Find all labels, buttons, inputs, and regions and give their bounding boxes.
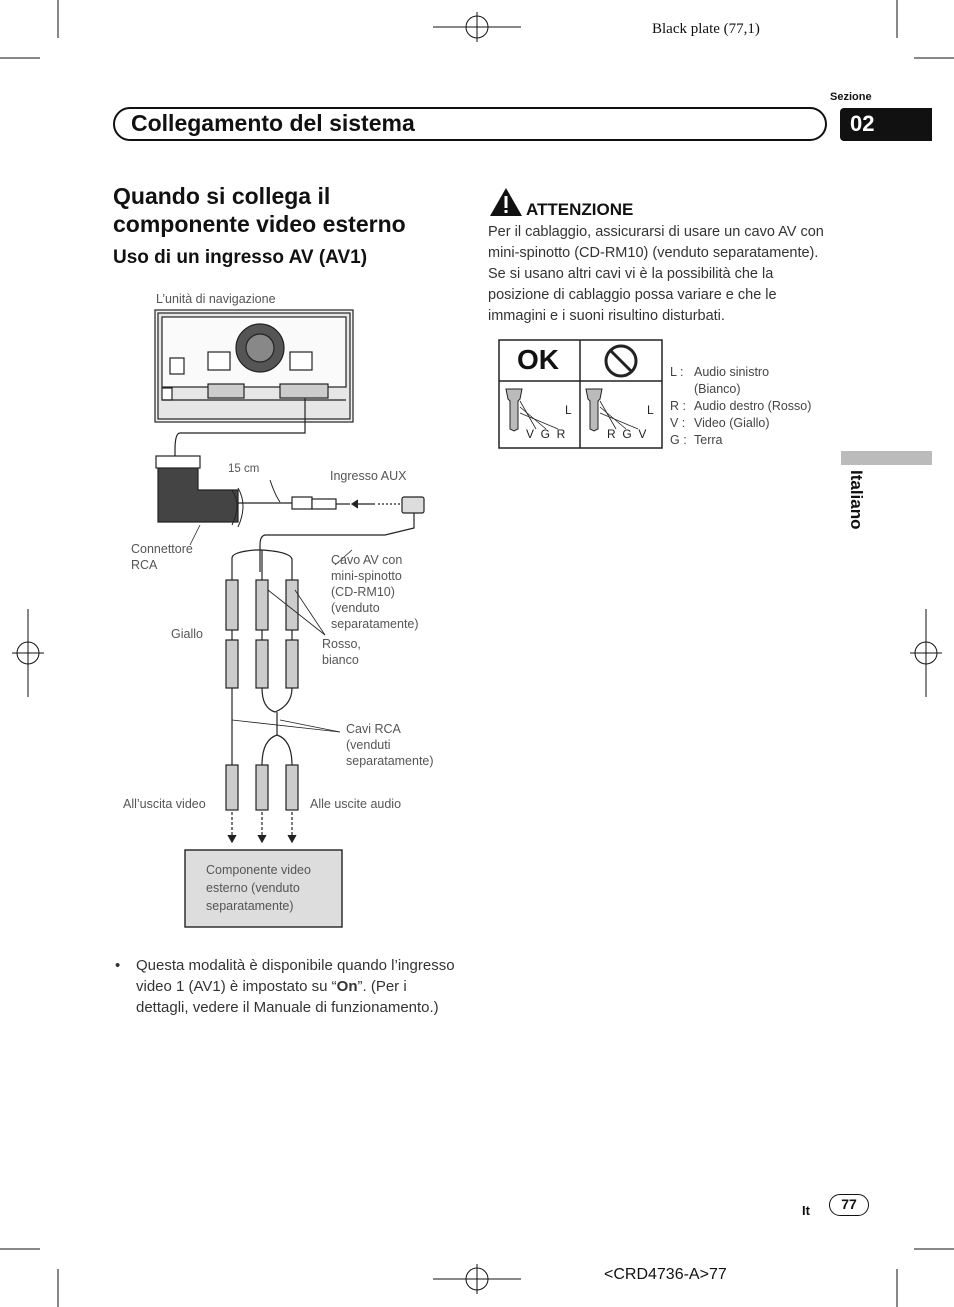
bullet-text-bold: On [336, 978, 358, 995]
plug-ok-l: L [565, 403, 572, 417]
audio-out-label: Alle uscite audio [310, 797, 402, 811]
page-subtitle: Uso di un ingresso AV (AV1) [113, 247, 368, 268]
bullet-text-after: ”. (Per i dettagli, vedere il Manuale di funzionamento.) [136, 978, 439, 1016]
red-white-label: Rosso, bianco [322, 637, 361, 667]
language-tab: Italiano [847, 470, 866, 530]
legend-value: Terra [694, 433, 723, 447]
bullet-dot: • [115, 957, 121, 974]
av-cable-label: Cavo AV con mini-spinotto (CD-RM10) (venduto separatamente) [331, 553, 419, 631]
legend-value: Audio destro (Rosso) [694, 399, 812, 413]
plate-label: Black plate (77,1) [652, 21, 760, 37]
yellow-label: Giallo [171, 627, 203, 641]
legend-value: Video (Giallo) [694, 416, 770, 430]
legend-key: V : [670, 416, 686, 430]
doc-code: <CRD4736-A>77 [604, 1266, 727, 1283]
video-out-label: All’uscita video [123, 797, 206, 811]
ok-label: OK [517, 344, 559, 375]
section-title: Collegamento del sistema [131, 110, 415, 136]
legend-key: G : [670, 433, 687, 447]
caution-title: ATTENZIONE [526, 200, 634, 219]
plug-bad-l: L [647, 403, 654, 417]
legend-key: L : [670, 365, 684, 379]
footer-lang-code: It [802, 1203, 810, 1218]
language-tab-bar [841, 451, 932, 465]
page-number: 77 [829, 1194, 869, 1216]
plug-ok-pins: V G R [526, 427, 566, 441]
rca-cables-label: Cavi RCA (venduti separatamente) [346, 722, 434, 768]
length-label: 15 cm [228, 463, 260, 475]
bullet-text-before: Questa modalità è disponibile quando l’ingresso video 1 (AV1) è impostato su “ [136, 957, 455, 995]
caution-text: Per il cablaggio, assicurarsi di usare un cavo AV con mini-spinotto (CD-RM10) (venduto separatamente). Se si usano altri cavi vi è la possibilità che la posizione di cablaggio possa variare e che le immagini e i suoni risultino disturbati. [488, 224, 824, 324]
bullet-text [136, 955, 456, 1018]
legend-value: Audio sinistro (Bianco) [694, 365, 770, 396]
aux-input-label: Ingresso AUX [330, 469, 407, 483]
warning-icon [489, 187, 523, 217]
external-component-label: Componente video esterno (venduto separatamente) [206, 863, 311, 913]
pin-legend [670, 364, 830, 449]
page-title: Quando si collega il componente video esterno [113, 183, 406, 237]
section-number: 02 [840, 108, 932, 141]
nav-unit-label: L’unità di navigazione [156, 292, 276, 306]
plug-bad-pins: R G V [607, 427, 647, 441]
legend-key: R : [670, 399, 686, 413]
rca-connector-label: Connettore RCA [131, 542, 193, 572]
sezione-label: Sezione [830, 91, 872, 103]
